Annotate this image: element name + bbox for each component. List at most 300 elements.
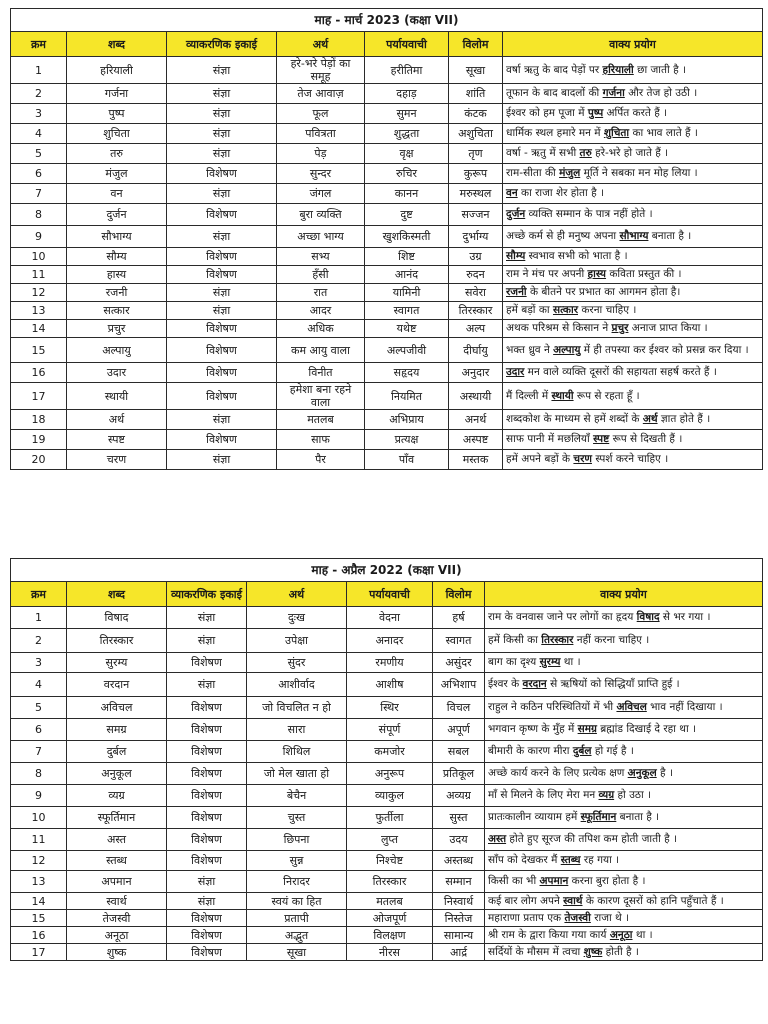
word-cell: अस्त (67, 829, 167, 851)
grammar-cell: विशेषण (167, 719, 247, 741)
synonym-cell: शुद्धता (365, 124, 449, 144)
grammar-cell: संज्ञा (167, 57, 277, 84)
sentence-keyword: अनूठा (609, 928, 633, 941)
antonym-cell: शांति (449, 84, 503, 104)
sentence-text: राहुल ने कठिन परिस्थितियों में भी (488, 701, 617, 713)
grammar-cell: संज्ञा (167, 144, 277, 164)
sentence-cell (485, 851, 763, 871)
sentence-keyword: व्यग्र (598, 789, 615, 801)
word-cell: स्वार्थ (67, 893, 167, 910)
sentence-text: था । (632, 928, 653, 941)
row-number: 9 (11, 226, 67, 248)
synonym-cell: तिरस्कार (347, 871, 433, 893)
word-cell: गर्जना (67, 84, 167, 104)
table-row (11, 204, 763, 226)
word-cell: अपमान (67, 871, 167, 893)
sentence-keyword: अविचल (616, 701, 647, 713)
sentence-cell (503, 450, 763, 470)
word-cell: समग्र (67, 719, 167, 741)
grammar-cell: संज्ञा (167, 226, 277, 248)
antonym-cell: स्वागत (433, 629, 485, 653)
grammar-cell: विशेषण (167, 927, 247, 944)
sentence-text: का राजा शेर होता है । (517, 187, 604, 199)
word-cell: वरदान (67, 673, 167, 697)
grammar-cell: विशेषण (167, 266, 277, 284)
sentence-text: अच्छे कार्य करने के लिए प्रत्येक क्षण (488, 767, 628, 779)
sentence-text: ब्रह्मांड दिखाई दे रहा था । (596, 723, 697, 735)
sentence-text: राजा थे । (590, 911, 630, 924)
vocabulary-table (10, 558, 763, 961)
antonym-cell: अस्पष्ट (449, 430, 503, 450)
grammar-cell: संज्ञा (167, 184, 277, 204)
sentence-text: होते हुए सूरज की तपिश कम होती जाती है । (506, 833, 678, 845)
sentence-text: मूर्ति ने सबका मन मोह लिया । (580, 167, 698, 179)
sentence-cell (503, 320, 763, 338)
sentence-text: अथक परिश्रम से किसान ने (506, 322, 612, 334)
sentence-text: रह गया । (580, 854, 620, 866)
word-cell: उदार (67, 363, 167, 383)
meaning-cell: बुरा व्यक्ति (277, 204, 365, 226)
meaning-cell: प्रतापी (247, 910, 347, 927)
sentence-text: हमें अपने बड़ों के (506, 453, 574, 465)
sentence-text: नहीं करना चाहिए । (573, 634, 650, 646)
sentence-text: अनाज प्राप्त किया । (628, 322, 708, 334)
sentence-text: मन वाले व्यक्ति दूसरों की सहायता सहर्ष करते हैं । (524, 366, 717, 378)
synonym-cell: प्रत्यक्ष (365, 430, 449, 450)
antonym-cell: कंटक (449, 104, 503, 124)
meaning-cell: विनीत (277, 363, 365, 383)
meaning-cell: हमेशा बना रहने वाला (277, 383, 365, 410)
synonym-cell: स्थिर (347, 697, 433, 719)
word-cell: दुर्जन (67, 204, 167, 226)
antonym-cell: निस्तेज (433, 910, 485, 927)
table-row (11, 893, 763, 910)
meaning-cell: सभ्य (277, 248, 365, 266)
sentence-text: हमें किसी का (488, 634, 542, 646)
meaning-cell: हरे-भरे पेड़ों का समूह (277, 57, 365, 84)
meaning-cell: जंगल (277, 184, 365, 204)
sentence-keyword: वरदान (522, 678, 547, 690)
row-number: 8 (11, 204, 67, 226)
row-number: 4 (11, 673, 67, 697)
row-number: 16 (11, 363, 67, 383)
grammar-cell: संज्ञा (167, 673, 247, 697)
sentence-cell (503, 383, 763, 410)
row-number: 12 (11, 851, 67, 871)
sentence-keyword: शुचिता (603, 127, 630, 139)
row-number: 16 (11, 927, 67, 944)
antonym-cell: दुर्भाग्य (449, 226, 503, 248)
synonym-cell: अल्पजीवी (365, 338, 449, 363)
table-row (11, 84, 763, 104)
word-cell: सौम्य (67, 248, 167, 266)
synonym-cell: सुमन (365, 104, 449, 124)
sentence-text: के बीतने पर प्रभात का आगमन होता है। (526, 286, 681, 298)
sentence-keyword: स्फूर्तिमान (580, 811, 617, 823)
grammar-cell: संज्ञा (167, 104, 277, 124)
sentence-text: धार्मिक स्थल हमारे मन में (506, 127, 604, 139)
table-row (11, 807, 763, 829)
table-row (11, 226, 763, 248)
word-cell: तेजस्वी (67, 910, 167, 927)
sentence-text: प्रातःकालीन व्यायाम हमें (488, 811, 581, 823)
column-header: शब्द (67, 582, 167, 607)
sentence-keyword: स्थायी (551, 389, 574, 402)
grammar-cell: विशेषण (167, 320, 277, 338)
meaning-cell: सुन्न (247, 851, 347, 871)
meaning-cell: पैर (277, 450, 365, 470)
table-row (11, 829, 763, 851)
grammar-cell: विशेषण (167, 248, 277, 266)
table-row (11, 164, 763, 184)
sentence-text: मैं दिल्ली में (506, 389, 552, 402)
meaning-cell: कम आयु वाला (277, 338, 365, 363)
word-cell: प्रचुर (67, 320, 167, 338)
antonym-cell: अव्यग्र (433, 785, 485, 807)
row-number: 13 (11, 871, 67, 893)
sentence-text: रूप से दिखती हैं । (609, 433, 683, 445)
header-row (11, 32, 763, 57)
row-number: 19 (11, 430, 67, 450)
table-row (11, 57, 763, 84)
word-cell: स्पष्ट (67, 430, 167, 450)
sentence-text: भाव नहीं दिखाया । (646, 701, 723, 713)
synonym-cell: आशीष (347, 673, 433, 697)
word-cell: मंजुल (67, 164, 167, 184)
synonym-cell: अनुरूप (347, 763, 433, 785)
grammar-cell: विशेषण (167, 944, 247, 961)
table-row (11, 607, 763, 629)
antonym-cell: रुदन (449, 266, 503, 284)
sentence-text: स्वभाव सभी को भाता है । (525, 250, 628, 262)
table-row (11, 320, 763, 338)
antonym-cell: अस्थायी (449, 383, 503, 410)
sentence-cell (485, 741, 763, 763)
table-row (11, 450, 763, 470)
sentence-text: से भर गया । (659, 611, 711, 623)
row-number: 15 (11, 910, 67, 927)
antonym-cell: निस्वार्थ (433, 893, 485, 910)
synonym-cell: शिष्ट (365, 248, 449, 266)
table-row (11, 927, 763, 944)
word-cell: विषाद (67, 607, 167, 629)
meaning-cell: सुन्दर (277, 164, 365, 184)
synonym-cell: अनादर (347, 629, 433, 653)
word-cell: अविचल (67, 697, 167, 719)
sentence-cell (503, 410, 763, 430)
meaning-cell: उपेक्षा (247, 629, 347, 653)
sentence-keyword: शुष्क (583, 945, 603, 958)
sentence-cell (485, 607, 763, 629)
synonym-cell: मतलब (347, 893, 433, 910)
sentence-keyword: विषाद (636, 611, 660, 623)
sentence-keyword: हरियाली (602, 63, 634, 76)
table-row (11, 430, 763, 450)
column-header: क्रम (11, 582, 67, 607)
table-row (11, 363, 763, 383)
sentence-text: भगवान कृष्ण के मुँह में (488, 723, 578, 735)
meaning-cell: जो मेल खाता हो (247, 763, 347, 785)
word-cell: स्थायी (67, 383, 167, 410)
sentence-keyword: समग्र (577, 723, 597, 735)
row-number: 17 (11, 383, 67, 410)
row-number: 2 (11, 84, 67, 104)
antonym-cell: आर्द्र (433, 944, 485, 961)
row-number: 6 (11, 719, 67, 741)
sentence-text: भक्त ध्रुव ने (506, 343, 554, 356)
grammar-cell: संज्ञा (167, 607, 247, 629)
row-number: 20 (11, 450, 67, 470)
antonym-cell: उग्र (449, 248, 503, 266)
column-header: व्याकरणिक इकाई (167, 32, 277, 57)
sentence-cell (503, 302, 763, 320)
row-number: 7 (11, 741, 67, 763)
sentence-text: ईश्वर के (488, 678, 523, 690)
antonym-cell: सज्जन (449, 204, 503, 226)
antonym-cell: अनुदार (449, 363, 503, 383)
row-number: 12 (11, 284, 67, 302)
antonym-cell: तिरस्कार (449, 302, 503, 320)
word-cell: हास्य (67, 266, 167, 284)
meaning-cell: फूल (277, 104, 365, 124)
grammar-cell: विशेषण (167, 653, 247, 673)
synonym-cell: सहृदय (365, 363, 449, 383)
sentence-cell (485, 927, 763, 944)
word-cell: अनुकूल (67, 763, 167, 785)
synonym-cell: खुशकिस्मती (365, 226, 449, 248)
grammar-cell: विशेषण (167, 338, 277, 363)
meaning-cell: सुंदर (247, 653, 347, 673)
sentence-keyword: दुर्बल (572, 745, 592, 757)
word-cell: तरु (67, 144, 167, 164)
sentence-text: बनाता है । (616, 811, 660, 823)
sentence-cell (485, 719, 763, 741)
table-row (11, 302, 763, 320)
table-row (11, 719, 763, 741)
row-number: 5 (11, 144, 67, 164)
word-cell: तिरस्कार (67, 629, 167, 653)
synonym-cell: नीरस (347, 944, 433, 961)
row-number: 4 (11, 124, 67, 144)
grammar-cell: विशेषण (167, 785, 247, 807)
sentence-text: बाग का दृश्य (488, 656, 540, 668)
sentence-keyword: सत्कार (552, 304, 578, 316)
sentence-text: हो गई है । (591, 745, 634, 757)
sentence-cell (503, 124, 763, 144)
sentence-keyword: चरण (573, 453, 592, 465)
sentence-text: शब्दकोश के माध्यम से हमें शब्दों के (506, 413, 643, 425)
row-number: 18 (11, 410, 67, 430)
sentence-keyword: सौम्य (506, 250, 526, 262)
antonym-cell: विचल (433, 697, 485, 719)
row-number: 10 (11, 248, 67, 266)
sentence-cell (503, 204, 763, 226)
sentence-cell (503, 266, 763, 284)
table-row (11, 944, 763, 961)
sentence-cell (485, 673, 763, 697)
sentence-text: में ही तपस्या कर ईश्वर को प्रसन्न कर दिया । (580, 343, 749, 356)
synonym-cell: यामिनी (365, 284, 449, 302)
column-header: वाक्य प्रयोग (503, 32, 763, 57)
sentence-cell (503, 184, 763, 204)
sentence-keyword: तिरस्कार (541, 634, 574, 646)
meaning-cell: रात (277, 284, 365, 302)
antonym-cell: हर्ष (433, 607, 485, 629)
vocabulary-sheet-april (10, 558, 762, 961)
meaning-cell: अधिक (277, 320, 365, 338)
grammar-cell: संज्ञा (167, 302, 277, 320)
grammar-cell: संज्ञा (167, 410, 277, 430)
meaning-cell: पवित्रता (277, 124, 365, 144)
sentence-cell (485, 785, 763, 807)
grammar-cell: संज्ञा (167, 124, 277, 144)
synonym-cell: विलक्षण (347, 927, 433, 944)
antonym-cell: सम्मान (433, 871, 485, 893)
antonym-cell: अपूर्ण (433, 719, 485, 741)
sentence-keyword: दुर्जन (506, 208, 526, 220)
sentence-cell (503, 57, 763, 84)
sentence-keyword: रजनी (506, 286, 527, 298)
sentence-text: हो उठा । (614, 789, 651, 801)
header-row (11, 582, 763, 607)
table-row (11, 338, 763, 363)
sentence-text: बीमारी के कारण मीरा (488, 745, 573, 757)
sentence-keyword: पुष्प (587, 107, 604, 119)
sentence-cell (503, 84, 763, 104)
meaning-cell: बेचैन (247, 785, 347, 807)
table-body (11, 57, 763, 470)
meaning-cell: आदर (277, 302, 365, 320)
meaning-cell: तेज आवाज़ (277, 84, 365, 104)
sentence-text: और तेज हो उठी । (624, 87, 698, 99)
grammar-cell: संज्ञा (167, 284, 277, 302)
sentence-text: ज्ञात होते हैं । (657, 413, 711, 425)
meaning-cell: पेड़ (277, 144, 365, 164)
sentence-cell (503, 363, 763, 383)
sentence-text: व्यक्ति सम्मान के पात्र नहीं होते । (525, 208, 653, 220)
sentence-text: हमें बड़ों का (506, 304, 553, 316)
meaning-cell: आशीर्वाद (247, 673, 347, 697)
sentence-cell (503, 430, 763, 450)
table-row (11, 383, 763, 410)
synonym-cell: दहाड़ (365, 84, 449, 104)
sentence-keyword: गर्जना (602, 87, 625, 99)
sentence-cell (485, 893, 763, 910)
sentence-keyword: सौभाग्य (619, 230, 649, 242)
antonym-cell: सामान्य (433, 927, 485, 944)
column-header: शब्द (67, 32, 167, 57)
meaning-cell: शिथिल (247, 741, 347, 763)
grammar-cell: विशेषण (167, 204, 277, 226)
grammar-cell: विशेषण (167, 910, 247, 927)
table-row (11, 673, 763, 697)
sentence-keyword: अर्थ (642, 413, 658, 425)
table-row (11, 785, 763, 807)
row-number: 14 (11, 320, 67, 338)
meaning-cell: अद्भुत (247, 927, 347, 944)
sentence-text: वर्षा - ऋतु में सभी (506, 147, 580, 159)
antonym-cell: असुंदर (433, 653, 485, 673)
sentence-text: राम-सीता की (506, 167, 560, 179)
meaning-cell: हँसी (277, 266, 365, 284)
row-number: 3 (11, 653, 67, 673)
table-row (11, 284, 763, 302)
antonym-cell: सबल (433, 741, 485, 763)
row-number: 5 (11, 697, 67, 719)
sentence-keyword: सुरम्य (539, 656, 561, 668)
grammar-cell: विशेषण (167, 430, 277, 450)
grammar-cell: संज्ञा (167, 893, 247, 910)
word-cell: अल्पायु (67, 338, 167, 363)
table-row (11, 248, 763, 266)
sentence-text: श्री राम के द्वारा किया गया कार्य (488, 928, 610, 941)
word-cell: स्फूर्तिमान (67, 807, 167, 829)
sentence-text: अच्छे कर्म से ही मनुष्य अपना (506, 230, 620, 242)
word-cell: व्यग्र (67, 785, 167, 807)
vocabulary-table (10, 8, 763, 470)
row-number: 9 (11, 785, 67, 807)
word-cell: अर्थ (67, 410, 167, 430)
table-row (11, 910, 763, 927)
row-number: 10 (11, 807, 67, 829)
column-header: विलोम (449, 32, 503, 57)
synonym-cell: लुप्त (347, 829, 433, 851)
synonym-cell: अभिप्राय (365, 410, 449, 430)
grammar-cell: विशेषण (167, 164, 277, 184)
table-row (11, 851, 763, 871)
table-row (11, 871, 763, 893)
column-header: विलोम (433, 582, 485, 607)
antonym-cell: मस्तक (449, 450, 503, 470)
synonym-cell: रुचिर (365, 164, 449, 184)
sentence-cell (503, 226, 763, 248)
sentence-cell (503, 338, 763, 363)
sentence-text: अर्पित करते हैं । (603, 107, 668, 119)
row-number: 13 (11, 302, 67, 320)
word-cell: स्तब्ध (67, 851, 167, 871)
synonym-cell: यथेष्ट (365, 320, 449, 338)
meaning-cell: दुःख (247, 607, 347, 629)
grammar-cell: संज्ञा (167, 84, 277, 104)
sentence-text: महाराणा प्रताप एक (488, 911, 565, 924)
word-cell: शुचिता (67, 124, 167, 144)
sentence-text: वर्षा ऋतु के बाद पेड़ों पर (506, 63, 603, 76)
grammar-cell: विशेषण (167, 763, 247, 785)
meaning-cell: स्वयं का हित (247, 893, 347, 910)
column-header: अर्थ (247, 582, 347, 607)
sentence-cell (503, 144, 763, 164)
synonym-cell: फुर्तीला (347, 807, 433, 829)
sentence-keyword: स्तब्ध (560, 854, 581, 866)
grammar-cell: विशेषण (167, 829, 247, 851)
column-header: क्रम (11, 32, 67, 57)
synonym-cell: व्याकुल (347, 785, 433, 807)
sentence-cell (503, 164, 763, 184)
sentence-keyword: वन (506, 187, 518, 199)
sentence-cell (485, 697, 763, 719)
column-header: पर्यायवाची (347, 582, 433, 607)
synonym-cell: रमणीय (347, 653, 433, 673)
sentence-cell (503, 104, 763, 124)
word-cell: अनूठा (67, 927, 167, 944)
grammar-cell: विशेषण (167, 851, 247, 871)
row-number: 17 (11, 944, 67, 961)
table-row (11, 629, 763, 653)
sentence-text: से ऋषियों को सिद्धियाँ प्राप्ति हुई । (546, 678, 680, 690)
meaning-cell: जो विचलित न हो (247, 697, 347, 719)
row-number: 1 (11, 607, 67, 629)
sentence-text: साँप को देखकर मैं (488, 854, 561, 866)
